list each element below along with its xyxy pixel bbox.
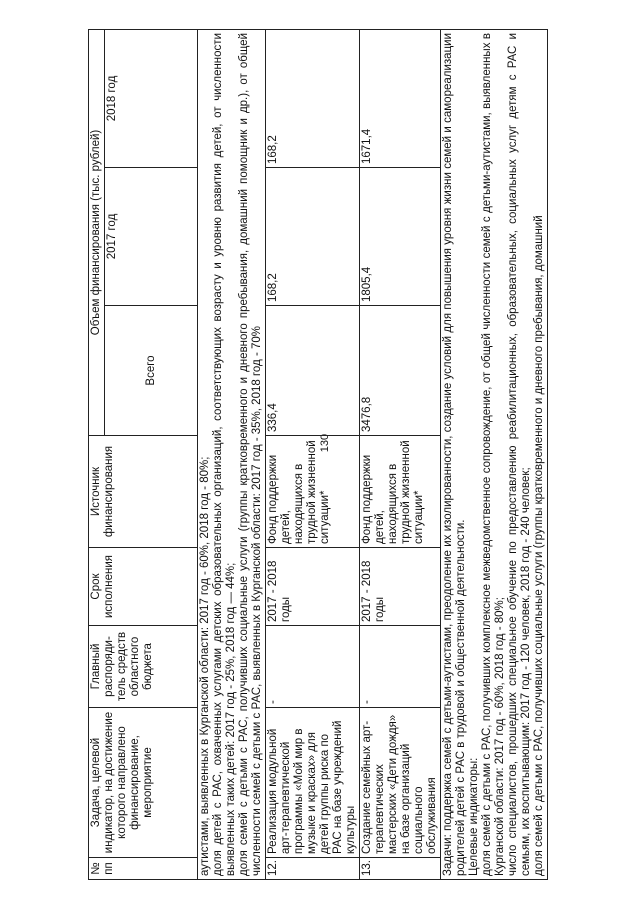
row-manager: -	[360, 626, 441, 708]
task-line: число специалистов, прошедших специальное обучение по предоставлению реабилитационных, образовательных, социальных услуг детям с РАС и семьям, их воспитывающим: 2017 год - 120 человек, 2018 год - 240 человек;	[507, 33, 532, 876]
row-total: 3476,8	[360, 306, 441, 436]
row-manager: -	[266, 626, 360, 708]
table-row	[360, 30, 441, 880]
row-2017: 1805,4	[360, 168, 441, 306]
header-num: № пп	[89, 858, 198, 880]
indicator-line: аутистами, выявленных в Курганской области: 2017 год - 60%, 2018 год - 80%;	[199, 456, 211, 876]
indicators-top	[198, 30, 266, 880]
indicators-bottom-row	[441, 30, 548, 880]
page-number: 130	[319, 433, 331, 453]
indicators-top-row	[198, 30, 266, 880]
header-row	[89, 30, 105, 880]
row-source: Фонд поддержки детей, находящихся в трудной жизненной ситуации*	[360, 436, 441, 548]
indicator-line: доля детей с РАС, охваченных услугами детских образовательных организаций, соответствующих возрасту и уровню развития детей, от численности выявленных таких детей: 2017 год - 25%, 2018 год — 44%;	[212, 33, 237, 876]
row-num: 13.	[360, 858, 441, 880]
rotated-page	[88, 30, 588, 880]
row-term: 2017 - 2018 годы	[360, 548, 441, 626]
row-total: 336,4	[266, 306, 360, 436]
row-name: Создание семейных арт-терапевтических мастерских «Дети дождя» на базе организаций социального обслуживания	[360, 708, 441, 858]
table-row	[266, 30, 360, 880]
task-line: Целевые индикаторы:	[468, 757, 480, 876]
row-2018: 168,2	[266, 30, 360, 168]
indicator-line: доля семей с детьми с РАС, получивших социальные услуги (группы кратковременного и дневного пребывания, домашний помощник и др.), от общей численности семей с детьми с РАС, выявленных в Курганской области: 2017 год - 35%, 2018 год - 70%	[238, 33, 263, 876]
header-2017: 2017 год	[105, 168, 198, 306]
task-line: Задачи: поддержка семей с детьми-аутистами, преодоление их изолированности, создание условий для повышения уровня жизни семей и самореализации родителей детей с РАС в трудовой и общественной деятельности.	[442, 33, 467, 876]
task-line: доля семей с детьми с РАС, получивших социальные услуги (группы кратковременного и дневного пребывания, домашний	[533, 215, 545, 876]
indicators-bottom	[441, 30, 548, 880]
header-term: Срок исполнения	[89, 548, 198, 626]
program-table	[88, 29, 548, 880]
header-manager: Главный распоряди-тель средств областного бюджета	[89, 626, 198, 708]
task-line: доля семей с детьми с РАС, получивших комплексное межведомственное сопровождение, от общей численности семей с детьми-аутистами, выявленных в Курганской области: 2017 год - 60%, 2018 год - 80%;	[481, 33, 506, 876]
header-total: Всего	[105, 306, 198, 436]
row-2018: 1671,4	[360, 30, 441, 168]
row-source: Фонд поддержки детей, находящихся в трудной жизненной ситуации*	[266, 436, 360, 548]
header-task: Задача, целевой индикатор, на достижение которого направлено финансирование, мероприятие	[89, 708, 198, 858]
header-2018: 2018 год	[105, 30, 198, 168]
row-name: Реализация модульной арт-терапевтической программы «Мой мир в музыке и красках» для детей группы риска по РАС на базе учреждений культуры	[266, 708, 360, 858]
row-num: 12.	[266, 858, 360, 880]
row-term: 2017 - 2018 годы	[266, 548, 360, 626]
header-source: Источник финансирования	[89, 436, 198, 548]
header-volume: Объем финансирования (тыс. рублей)	[89, 30, 105, 436]
row-2017: 168,2	[266, 168, 360, 306]
